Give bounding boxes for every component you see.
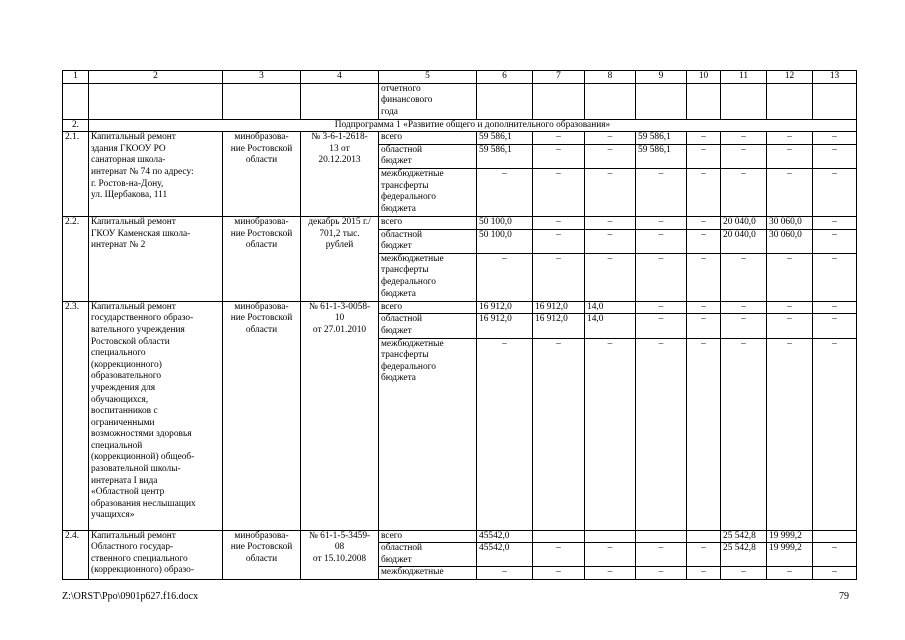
- value-cell: –: [533, 229, 585, 253]
- value-cell: –: [585, 168, 636, 216]
- value-cell: –: [636, 567, 687, 580]
- value-cell: –: [687, 338, 721, 530]
- header-cell: 9: [636, 71, 687, 84]
- item-organization: минобразова- ние Ростовской области: [223, 132, 301, 217]
- value-cell: –: [813, 301, 857, 314]
- funding-source: межбюджетные трансферты федерального бюджета: [379, 338, 477, 530]
- funding-source: всего: [379, 132, 477, 145]
- empty-cell: [89, 83, 223, 119]
- funding-source: межбюджетные: [379, 567, 477, 580]
- item-name: Капитальный ремонт Областного государ- ственного специального (коррекционного) образо-: [89, 530, 223, 579]
- value-cell: –: [721, 314, 767, 338]
- value-cell: 45542,0: [477, 530, 533, 543]
- value-cell: –: [767, 168, 813, 216]
- value-cell: –: [813, 543, 857, 567]
- item-name: Капитальный ремонт здания ГКООУ РО санаторная школа- интернат № 74 по адресу: г. Ростов-на-Дону, ул. Щербакова, 111: [89, 132, 223, 217]
- header-cell: 3: [223, 71, 301, 84]
- value-cell: –: [585, 144, 636, 168]
- funding-source: всего: [379, 530, 477, 543]
- value-cell: –: [636, 216, 687, 229]
- value-cell: –: [687, 314, 721, 338]
- value-cell: 20 040,0: [721, 229, 767, 253]
- value-cell: 50 100,0: [477, 229, 533, 253]
- value-cell: 25 542,8: [721, 530, 767, 543]
- value-cell: 14,0: [585, 314, 636, 338]
- funding-source: межбюджетные трансферты федерального бюджета: [379, 168, 477, 216]
- empty-cell: [767, 83, 813, 119]
- item-organization: минобразова- ние Ростовской области: [223, 216, 301, 301]
- empty-cell: [63, 83, 89, 119]
- value-cell: –: [533, 144, 585, 168]
- value-cell: –: [687, 301, 721, 314]
- value-cell: –: [767, 338, 813, 530]
- subprogram-number: 2.: [63, 119, 89, 132]
- value-cell: –: [687, 144, 721, 168]
- value-cell: –: [585, 229, 636, 253]
- value-cell: 19 999,2: [767, 530, 813, 543]
- value-cell: –: [813, 144, 857, 168]
- value-cell: –: [687, 168, 721, 216]
- header-cell: 8: [585, 71, 636, 84]
- item-number: 2.1.: [63, 132, 89, 217]
- value-cell: –: [721, 567, 767, 580]
- empty-cell: [477, 83, 533, 119]
- value-cell: 19 999,2: [767, 543, 813, 567]
- header-cell: 6: [477, 71, 533, 84]
- funding-source: всего: [379, 301, 477, 314]
- value-cell: –: [721, 338, 767, 530]
- value-cell: –: [767, 301, 813, 314]
- value-cell: –: [636, 253, 687, 301]
- program-table: [62, 70, 857, 580]
- value-cell: –: [813, 132, 857, 145]
- value-cell: –: [767, 253, 813, 301]
- header-cell: 11: [721, 71, 767, 84]
- value-cell: –: [636, 229, 687, 253]
- value-cell: –: [533, 543, 585, 567]
- value-cell: –: [636, 314, 687, 338]
- table-row: [63, 301, 857, 314]
- value-cell: –: [721, 132, 767, 145]
- value-cell: –: [533, 338, 585, 530]
- value-cell: –: [813, 253, 857, 301]
- header-cell: 4: [301, 71, 379, 84]
- item-document: № 3-6-1-2618- 13 от 20.12.2013: [301, 132, 379, 217]
- empty-cell: [223, 83, 301, 119]
- value-cell: –: [813, 229, 857, 253]
- value-cell: –: [813, 338, 857, 530]
- value-cell: 16 912,0: [477, 314, 533, 338]
- item-document: № 61-1-5-3459- 08 от 15.10.2008: [301, 530, 379, 579]
- value-cell: –: [687, 567, 721, 580]
- value-cell: 16 912,0: [533, 314, 585, 338]
- value-cell: 59 586,1: [477, 132, 533, 145]
- header-cell: 10: [687, 71, 721, 84]
- value-cell: 16 912,0: [477, 301, 533, 314]
- subprogram-row: [63, 119, 857, 132]
- header-cell: 13: [813, 71, 857, 84]
- value-cell: –: [687, 543, 721, 567]
- header-cell: 12: [767, 71, 813, 84]
- table-row: [63, 216, 857, 229]
- value-cell: –: [767, 314, 813, 338]
- empty-cell: [585, 83, 636, 119]
- empty-cell: [687, 83, 721, 119]
- empty-cell: [301, 83, 379, 119]
- value-cell: –: [687, 229, 721, 253]
- funding-source: областной бюджет: [379, 144, 477, 168]
- value-cell: 59 586,1: [477, 144, 533, 168]
- funding-source: областной бюджет: [379, 314, 477, 338]
- value-cell: –: [533, 216, 585, 229]
- empty-cell: [636, 83, 687, 119]
- value-cell: –: [721, 253, 767, 301]
- value-cell: –: [533, 168, 585, 216]
- value-cell: –: [813, 216, 857, 229]
- value-cell: –: [533, 567, 585, 580]
- header-row: [63, 71, 857, 84]
- value-cell: –: [636, 301, 687, 314]
- item-document: № 61-1-3-0058- 10 от 27.01.2010: [301, 301, 379, 530]
- value-cell: –: [533, 132, 585, 145]
- carry-over-source-cell: отчетного финансового года: [379, 83, 477, 119]
- value-cell: 25 542,8: [721, 543, 767, 567]
- value-cell: –: [767, 144, 813, 168]
- empty-cell: [813, 83, 857, 119]
- item-number: 2.4.: [63, 530, 89, 579]
- value-cell: –: [636, 168, 687, 216]
- value-cell: [533, 530, 585, 543]
- carry-over-row: [63, 83, 857, 119]
- header-cell: 5: [379, 71, 477, 84]
- value-cell: –: [767, 132, 813, 145]
- value-cell: –: [477, 168, 533, 216]
- empty-cell: [533, 83, 585, 119]
- value-cell: –: [721, 301, 767, 314]
- value-cell: 20 040,0: [721, 216, 767, 229]
- footer-page-number: 79: [839, 591, 849, 602]
- footer-file-path: Z:\ORST\Ppo\0901p627.f16.docx: [62, 591, 199, 602]
- value-cell: –: [585, 567, 636, 580]
- item-name: Капитальный ремонт ГКОУ Каменская школа- интернат № 2: [89, 216, 223, 301]
- value-cell: –: [721, 144, 767, 168]
- value-cell: –: [687, 216, 721, 229]
- funding-source: всего: [379, 216, 477, 229]
- value-cell: 14,0: [585, 301, 636, 314]
- value-cell: [813, 530, 857, 543]
- header-cell: 2: [89, 71, 223, 84]
- item-organization: минобразова- ние Ростовской области: [223, 301, 301, 530]
- item-organization: минобразова- ние Ростовской области: [223, 530, 301, 579]
- value-cell: 30 060,0: [767, 229, 813, 253]
- value-cell: –: [477, 338, 533, 530]
- value-cell: –: [585, 253, 636, 301]
- value-cell: 45542,0: [477, 543, 533, 567]
- value-cell: –: [585, 216, 636, 229]
- value-cell: –: [585, 338, 636, 530]
- value-cell: 16 912,0: [533, 301, 585, 314]
- funding-source: межбюджетные трансферты федерального бюджета: [379, 253, 477, 301]
- value-cell: [687, 530, 721, 543]
- value-cell: –: [477, 253, 533, 301]
- value-cell: 30 060,0: [767, 216, 813, 229]
- subprogram-title: Подпрограмма 1 «Развитие общего и дополнительного образования»: [89, 119, 857, 132]
- item-name: Капитальный ремонт государственного образо- вательного учреждения Ростовской области специального (коррекционного) образовательного учреждения для обучающихся, воспитанников с ограниченными возможностями здоровья специальной (коррекционной) общеоб- разовательной школы- интерната I вида «Областной центр образования неслышащих учащихся»: [89, 301, 223, 530]
- value-cell: –: [533, 253, 585, 301]
- value-cell: –: [813, 314, 857, 338]
- value-cell: –: [813, 168, 857, 216]
- funding-source: областной бюджет: [379, 543, 477, 567]
- value-cell: [636, 530, 687, 543]
- value-cell: –: [636, 338, 687, 530]
- header-cell: 1: [63, 71, 89, 84]
- value-cell: 59 586,1: [636, 132, 687, 145]
- header-cell: 7: [533, 71, 585, 84]
- value-cell: [585, 530, 636, 543]
- value-cell: –: [477, 567, 533, 580]
- item-number: 2.3.: [63, 301, 89, 530]
- value-cell: –: [585, 543, 636, 567]
- value-cell: –: [687, 132, 721, 145]
- value-cell: 50 100,0: [477, 216, 533, 229]
- value-cell: 59 586,1: [636, 144, 687, 168]
- value-cell: –: [636, 543, 687, 567]
- value-cell: –: [585, 132, 636, 145]
- empty-cell: [721, 83, 767, 119]
- value-cell: –: [721, 168, 767, 216]
- item-number: 2.2.: [63, 216, 89, 301]
- table-row: [63, 530, 857, 543]
- value-cell: –: [813, 567, 857, 580]
- value-cell: –: [687, 253, 721, 301]
- table-row: [63, 132, 857, 145]
- value-cell: –: [767, 567, 813, 580]
- funding-source: областной бюджет: [379, 229, 477, 253]
- item-document: декабрь 2015 г./ 701,2 тыс. рублей: [301, 216, 379, 301]
